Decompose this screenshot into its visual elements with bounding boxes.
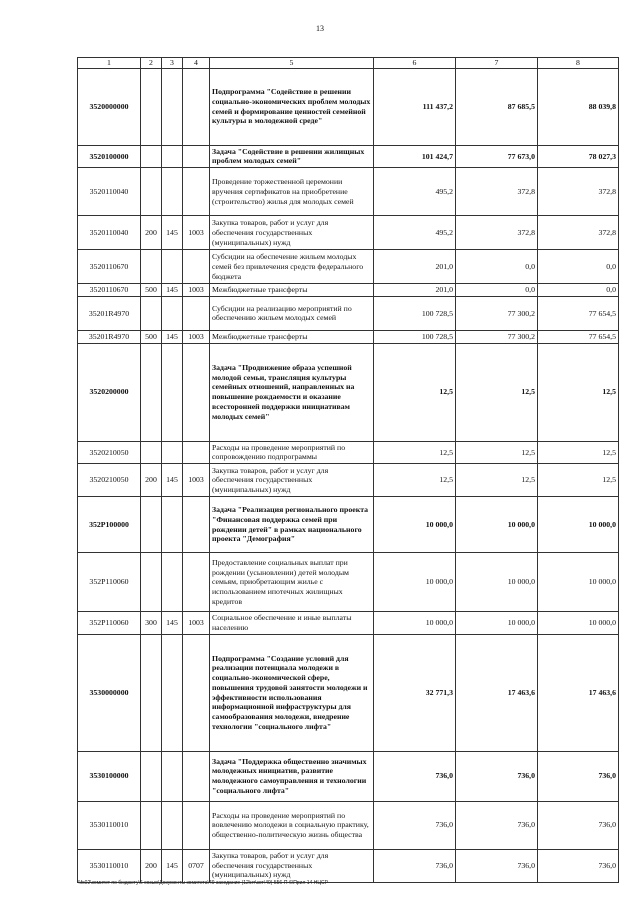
row-code: 3530100000 xyxy=(78,751,141,801)
row-amount-col6: 12,5 xyxy=(374,343,456,441)
row-amount-col8: 12,5 xyxy=(538,464,619,497)
header-col-8: 8 xyxy=(538,58,619,69)
table-row xyxy=(78,849,619,882)
row-expense-type xyxy=(141,441,162,463)
row-description: Задача "Реализация регионального проекта "Финансовая поддержка семей при рождении детей" в рамках национального проекта "Демография" xyxy=(210,497,374,553)
header-col-7: 7 xyxy=(456,58,538,69)
table-row xyxy=(78,296,619,330)
row-amount-col6: 736,0 xyxy=(374,751,456,801)
row-section-code: 1003 xyxy=(183,216,210,250)
row-description: Закупка товаров, работ и услуг для обеспечения государственных (муниципальных) нужд xyxy=(210,849,374,882)
row-code: 3520100000 xyxy=(78,145,141,167)
page-number: 13 xyxy=(316,24,324,33)
row-code: 3520200000 xyxy=(78,343,141,441)
row-code: 3520110040 xyxy=(78,216,141,250)
row-amount-col7: 10 000,0 xyxy=(456,553,538,612)
row-expense-type: 200 xyxy=(141,216,162,250)
row-ministry-code xyxy=(162,801,183,849)
row-section-code xyxy=(183,296,210,330)
table-row xyxy=(78,168,619,216)
row-ministry-code: 145 xyxy=(162,330,183,343)
row-amount-col7: 12,5 xyxy=(456,441,538,463)
row-amount-col8: 372,8 xyxy=(538,216,619,250)
row-description: Расходы на проведение мероприятий по сопровождению подпрограммы xyxy=(210,441,374,463)
row-section-code: 1003 xyxy=(183,464,210,497)
row-ministry-code xyxy=(162,553,183,612)
row-amount-col7: 12,5 xyxy=(456,343,538,441)
row-section-code xyxy=(183,145,210,167)
row-amount-col8: 78 027,3 xyxy=(538,145,619,167)
row-expense-type xyxy=(141,343,162,441)
row-amount-col8: 736,0 xyxy=(538,751,619,801)
row-code: 3520110670 xyxy=(78,284,141,297)
row-description: Подпрограмма "Содействие в решении социально-экономических проблем молодых семей и формирование ценностей семейной культуры в молодежной среде" xyxy=(210,68,374,145)
row-amount-col7: 77 300,2 xyxy=(456,296,538,330)
row-code: 3520110670 xyxy=(78,250,141,284)
row-code: 352P100000 xyxy=(78,497,141,553)
row-amount-col8: 736,0 xyxy=(538,849,619,882)
table-row xyxy=(78,751,619,801)
table-body xyxy=(78,68,619,882)
table-row xyxy=(78,801,619,849)
row-ministry-code xyxy=(162,751,183,801)
table-row xyxy=(78,284,619,297)
row-amount-col7: 372,8 xyxy=(456,216,538,250)
row-ministry-code xyxy=(162,441,183,463)
row-description: Субсидии на реализацию мероприятий по обеспечению жильем молодых семей xyxy=(210,296,374,330)
row-amount-col6: 201,0 xyxy=(374,284,456,297)
row-ministry-code xyxy=(162,168,183,216)
row-amount-col6: 12,5 xyxy=(374,464,456,497)
row-ministry-code xyxy=(162,497,183,553)
row-amount-col8: 10 000,0 xyxy=(538,553,619,612)
row-expense-type xyxy=(141,168,162,216)
row-amount-col8: 10 000,0 xyxy=(538,612,619,634)
row-amount-col8: 77 654,5 xyxy=(538,330,619,343)
row-amount-col7: 17 463,6 xyxy=(456,634,538,751)
row-section-code: 1003 xyxy=(183,284,210,297)
table-row xyxy=(78,441,619,463)
row-section-code xyxy=(183,751,210,801)
header-col-4: 4 xyxy=(183,58,210,69)
row-expense-type xyxy=(141,296,162,330)
row-amount-col8: 372,8 xyxy=(538,168,619,216)
row-expense-type xyxy=(141,751,162,801)
row-section-code xyxy=(183,441,210,463)
table-row xyxy=(78,68,619,145)
row-code: 35201R4970 xyxy=(78,330,141,343)
row-amount-col7: 0,0 xyxy=(456,250,538,284)
header-col-1: 1 xyxy=(78,58,141,69)
table-row xyxy=(78,634,619,751)
row-ministry-code: 145 xyxy=(162,216,183,250)
row-code: 3530110010 xyxy=(78,801,141,849)
row-amount-col7: 10 000,0 xyxy=(456,612,538,634)
row-ministry-code xyxy=(162,343,183,441)
row-description: Закупка товаров, работ и услуг для обеспечения государственных (муниципальных) нужд xyxy=(210,464,374,497)
row-ministry-code xyxy=(162,250,183,284)
row-expense-type xyxy=(141,250,162,284)
row-amount-col8: 736,0 xyxy=(538,801,619,849)
row-amount-col6: 100 728,5 xyxy=(374,296,456,330)
row-description: Задача "Продвижение образа успешной молодой семьи, трансляция культуры семейных отношений, направленных на повышение рождаемости и оказание всесторонней поддержки инициативам молодых семей" xyxy=(210,343,374,441)
row-ministry-code: 145 xyxy=(162,612,183,634)
row-ministry-code: 145 xyxy=(162,284,183,297)
row-amount-col8: 12,5 xyxy=(538,441,619,463)
header-col-5: 5 xyxy=(210,58,374,69)
table-row xyxy=(78,145,619,167)
row-amount-col6: 111 437,2 xyxy=(374,68,456,145)
row-code: 3530000000 xyxy=(78,634,141,751)
row-amount-col7: 77 673,0 xyxy=(456,145,538,167)
row-expense-type xyxy=(141,145,162,167)
row-description: Субсидии на обеспечение жильем молодых семей без привлечения средств федерального бюджета xyxy=(210,250,374,284)
header-col-3: 3 xyxy=(162,58,183,69)
row-section-code xyxy=(183,68,210,145)
row-amount-col6: 101 424,7 xyxy=(374,145,456,167)
row-section-code: 1003 xyxy=(183,612,210,634)
row-expense-type xyxy=(141,634,162,751)
row-section-code: 1003 xyxy=(183,330,210,343)
row-amount-col6: 10 000,0 xyxy=(374,497,456,553)
row-amount-col6: 495,2 xyxy=(374,168,456,216)
row-section-code: 0707 xyxy=(183,849,210,882)
row-ministry-code: 145 xyxy=(162,464,183,497)
row-amount-col6: 736,0 xyxy=(374,849,456,882)
row-amount-col8: 12,5 xyxy=(538,343,619,441)
row-amount-col6: 10 000,0 xyxy=(374,612,456,634)
row-description: Задача "Поддержка общественно значимых молодежных инициатив, развитие молодежного самоуправления и технологии "социального лифта" xyxy=(210,751,374,801)
header-col-6: 6 xyxy=(374,58,456,69)
row-amount-col7: 736,0 xyxy=(456,751,538,801)
row-code: 3530110010 xyxy=(78,849,141,882)
row-description: Социальное обеспечение и иные выплаты населению xyxy=(210,612,374,634)
row-amount-col7: 736,0 xyxy=(456,849,538,882)
row-description: Межбюджетные трансферты xyxy=(210,330,374,343)
row-description: Задача "Содействие в решении жилищных проблем молодых семей" xyxy=(210,145,374,167)
row-code: 3520210050 xyxy=(78,464,141,497)
row-description: Межбюджетные трансферты xyxy=(210,284,374,297)
row-expense-type: 200 xyxy=(141,464,162,497)
row-amount-col8: 17 463,6 xyxy=(538,634,619,751)
row-amount-col7: 372,8 xyxy=(456,168,538,216)
row-amount-col8: 0,0 xyxy=(538,284,619,297)
row-amount-col6: 10 000,0 xyxy=(374,553,456,612)
table-row xyxy=(78,250,619,284)
row-description: Проведение торжественной церемонии вручения сертификатов на приобретение (строительство) жилья для молодых семей xyxy=(210,168,374,216)
row-description: Расходы на проведение мероприятий по вовлечению молодежи в социальную практику, общественно-политическую жизнь общества xyxy=(210,801,374,849)
row-expense-type: 500 xyxy=(141,284,162,297)
row-code: 352P110060 xyxy=(78,612,141,634)
row-section-code xyxy=(183,497,210,553)
row-section-code xyxy=(183,801,210,849)
row-description: Подпрограмма "Создание условий для реализации потенциала молодежи в социально-экономической сфере, повышения трудовой занятости молодежи и эффективности использования информационной инфраструктуры для самообразования молодежи, внедрение технологии "социального лифта" xyxy=(210,634,374,751)
header-row xyxy=(78,58,619,69)
row-amount-col6: 201,0 xyxy=(374,250,456,284)
row-expense-type xyxy=(141,68,162,145)
header-col-2: 2 xyxy=(141,58,162,69)
row-code: 3520210050 xyxy=(78,441,141,463)
budget-table xyxy=(77,57,619,883)
row-description: Предоставление социальных выплат при рождении (усыновлении) детей молодым семьям, приобретающим жилье с использованием ипотечных жилищных кредитов xyxy=(210,553,374,612)
row-section-code xyxy=(183,168,210,216)
row-ministry-code: 145 xyxy=(162,849,183,882)
row-amount-col8: 10 000,0 xyxy=(538,497,619,553)
footer-file-path: \\fs02\комитет по бюджету\6 созыв\Документы комитета\49 заседание (12\ит\зот\49) 556-П-6\Прил 14 НЦСР xyxy=(78,880,328,886)
table-row xyxy=(78,497,619,553)
row-code: 3520000000 xyxy=(78,68,141,145)
row-code: 3520110040 xyxy=(78,168,141,216)
row-amount-col6: 736,0 xyxy=(374,801,456,849)
row-description: Закупка товаров, работ и услуг для обеспечения государственных (муниципальных) нужд xyxy=(210,216,374,250)
table-row xyxy=(78,343,619,441)
row-expense-type: 300 xyxy=(141,612,162,634)
row-expense-type xyxy=(141,497,162,553)
row-amount-col8: 77 654,5 xyxy=(538,296,619,330)
table-row xyxy=(78,330,619,343)
row-expense-type xyxy=(141,801,162,849)
table-row xyxy=(78,612,619,634)
row-amount-col6: 12,5 xyxy=(374,441,456,463)
table-row xyxy=(78,553,619,612)
row-amount-col7: 736,0 xyxy=(456,801,538,849)
row-amount-col6: 100 728,5 xyxy=(374,330,456,343)
row-expense-type: 200 xyxy=(141,849,162,882)
row-expense-type: 500 xyxy=(141,330,162,343)
row-code: 352P110060 xyxy=(78,553,141,612)
row-ministry-code xyxy=(162,68,183,145)
table-row xyxy=(78,216,619,250)
row-ministry-code xyxy=(162,296,183,330)
row-amount-col7: 87 685,5 xyxy=(456,68,538,145)
row-section-code xyxy=(183,250,210,284)
row-amount-col7: 0,0 xyxy=(456,284,538,297)
row-amount-col7: 77 300,2 xyxy=(456,330,538,343)
row-amount-col7: 12,5 xyxy=(456,464,538,497)
row-section-code xyxy=(183,634,210,751)
row-ministry-code xyxy=(162,634,183,751)
table-row xyxy=(78,464,619,497)
row-expense-type xyxy=(141,553,162,612)
row-amount-col6: 32 771,3 xyxy=(374,634,456,751)
row-amount-col6: 495,2 xyxy=(374,216,456,250)
row-section-code xyxy=(183,343,210,441)
row-amount-col8: 0,0 xyxy=(538,250,619,284)
row-amount-col8: 88 039,8 xyxy=(538,68,619,145)
row-section-code xyxy=(183,553,210,612)
row-amount-col7: 10 000,0 xyxy=(456,497,538,553)
row-ministry-code xyxy=(162,145,183,167)
row-code: 35201R4970 xyxy=(78,296,141,330)
